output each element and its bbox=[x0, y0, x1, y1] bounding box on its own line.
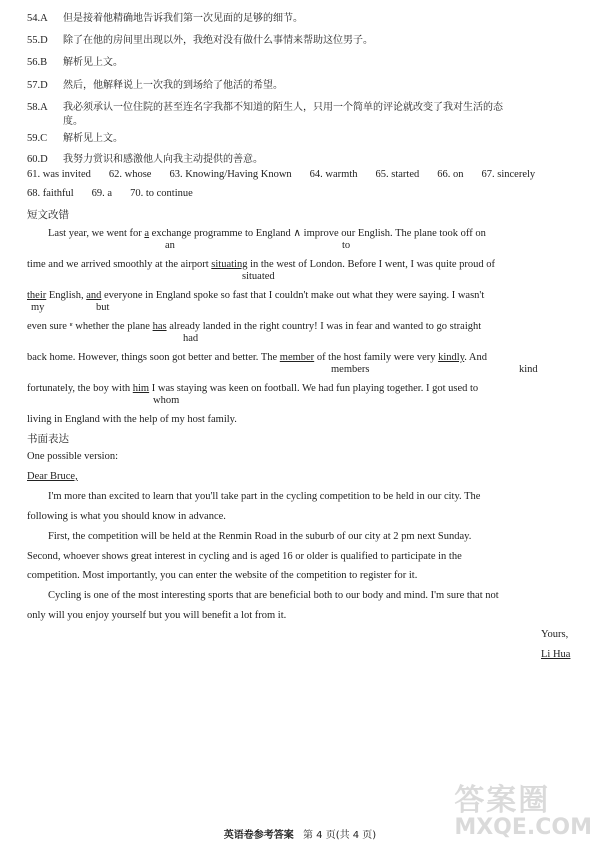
letter-p3-line2: only will you enjoy yourself but you will benefit a lot from it. bbox=[27, 610, 287, 621]
correction-line-4: even sure ʶ whether the plane has already landed in the right country! I was in fear and wanted to go straight bbox=[27, 321, 482, 332]
one-possible-version: One possible version: bbox=[27, 451, 118, 462]
fill-answer: 65. started bbox=[375, 169, 420, 180]
fill-answer: 62. whose bbox=[108, 169, 152, 180]
correction-members: members bbox=[331, 364, 370, 375]
letter-greeting: Dear Bruce, bbox=[27, 471, 78, 482]
answer-60: 60.D 我努力赏识和感激他人向我主动提供的善意。 bbox=[27, 154, 263, 165]
correction-line-3: their English, and everyone in England spoke so fast that I couldn't make out what they were saying. I wasn't bbox=[27, 290, 485, 301]
correction-but: but bbox=[96, 302, 110, 313]
fill-answer: 64. warmth bbox=[309, 169, 358, 180]
letter-p3-line1: Cycling is one of the most interesting sports that are beneficial both to our body and mind. I'm sure that not bbox=[48, 590, 499, 601]
answer-58: 58.A 我必须承认一位住院的甚至连名字我都不知道的陌生人，只用一个简单的评论就改变了我对生活的态 bbox=[27, 102, 503, 113]
fill-answer: 63. Knowing/Having Known bbox=[169, 169, 292, 180]
writing-heading: 书面表达 bbox=[27, 433, 69, 445]
correction-line-6: fortunately, the boy with him I was staying was keen on football. We had fun playing together. I got used to bbox=[27, 383, 479, 394]
answer-56: 56.B 解析见上文。 bbox=[27, 57, 123, 68]
fill-answer: 69. a bbox=[91, 188, 113, 199]
fill-answer: 67. sincerely bbox=[481, 169, 536, 180]
letter-closing: Yours, bbox=[541, 629, 569, 640]
fill-answers-row-1 bbox=[27, 169, 553, 180]
correction-line-2: time and we arrived smoothly at the airport situating in the west of London. Before I went, I was quite proud of bbox=[27, 259, 496, 270]
correction-situated: situated bbox=[242, 271, 275, 282]
letter-p1-line2: following is what you should know in advance. bbox=[27, 511, 226, 522]
letter-p2-line2: Second, whoever shows great interest in cycling and is aged 16 or older is qualified to participate in the bbox=[27, 551, 462, 562]
letter-p2-line1: First, the competition will be held at the Renmin Road in the suburb of our city at 2 pm next Sunday. bbox=[48, 531, 472, 542]
answer-54: 54.A 但是接着他精确地告诉我们第一次见面的足够的细节。 bbox=[27, 13, 303, 24]
correction-to: to bbox=[342, 240, 351, 251]
correction-had: had bbox=[183, 333, 199, 344]
fill-answer: 61. was invited bbox=[27, 169, 91, 180]
correction-an: an bbox=[165, 240, 175, 251]
correction-heading: 短文改错 bbox=[27, 209, 69, 221]
page-footer bbox=[0, 826, 600, 841]
fill-answer: 70. to continue bbox=[130, 188, 193, 199]
answer-58-cont: 度。 bbox=[63, 116, 83, 127]
answer-57: 57.D 然后，他解释说上一次我的到场给了他活的希望。 bbox=[27, 80, 283, 91]
watermark-logo: 答案圈 MXQE.COM bbox=[454, 783, 592, 840]
letter-p1-line1: I'm more than excited to learn that you'll take part in the cycling competition to be held in our city. The bbox=[48, 491, 481, 502]
letter-signature: Li Hua bbox=[541, 649, 571, 660]
fill-answer: 68. faithful bbox=[27, 188, 74, 199]
footer-page: 第 4 页(共 4 页) bbox=[302, 830, 377, 841]
fill-answer: 66. on bbox=[437, 169, 464, 180]
correction-line-1: Last year, we went for a exchange programme to England ∧ improve our English. The plane took off on bbox=[48, 228, 486, 239]
answer-59: 59.C 解析见上文。 bbox=[27, 133, 123, 144]
fill-answers-row-2 bbox=[27, 188, 211, 199]
correction-my: my bbox=[31, 302, 45, 313]
footer-subject: 英语卷参考答案 bbox=[223, 830, 294, 841]
correction-line-5: back home. However, things soon got better and better. The member of the host family were very kindly. And bbox=[27, 352, 488, 363]
correction-whom: whom bbox=[153, 395, 180, 406]
correction-kind: kind bbox=[519, 364, 538, 375]
answer-55: 55.D 除了在他的房间里出现以外，我绝对没有做什么事情来帮助这位男子。 bbox=[27, 35, 373, 46]
correction-line-7: living in England with the help of my host family. bbox=[27, 414, 237, 425]
letter-p2-line3: competition. Most importantly, you can enter the website of the competition to register for it. bbox=[27, 570, 418, 581]
